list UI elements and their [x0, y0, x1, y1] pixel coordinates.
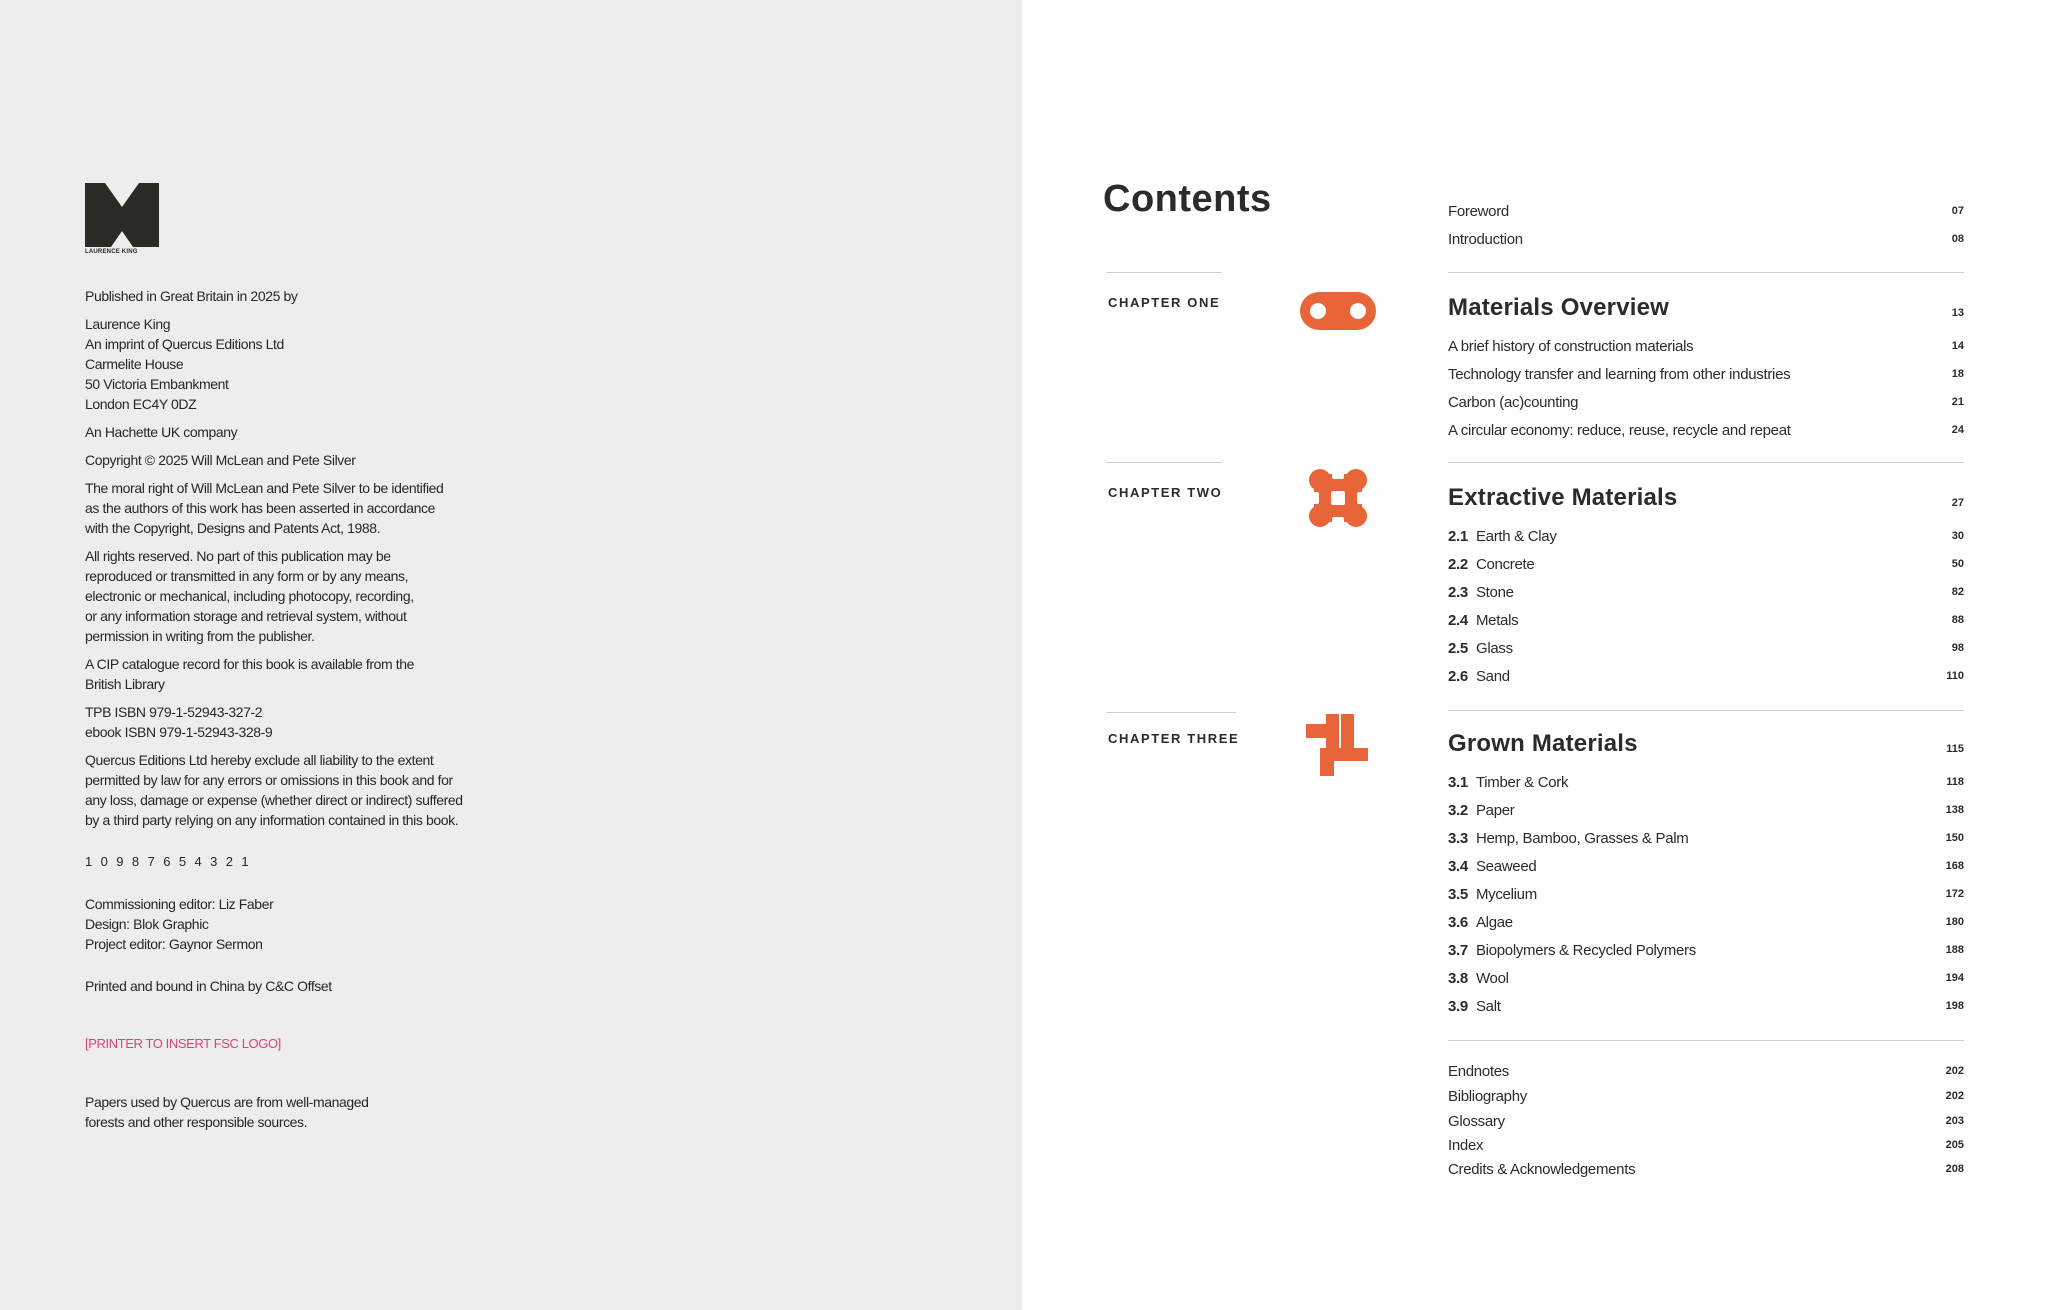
section-number: 2.4 — [1448, 611, 1468, 629]
address-line: An imprint of Quercus Editions Ltd — [85, 336, 284, 352]
section-number: 3.8 — [1448, 969, 1468, 987]
toc-page-number: 110 — [1946, 670, 1964, 682]
toc-entry-title: Metals — [1475, 611, 1519, 629]
address-line: Laurence King — [85, 316, 171, 332]
toc-entry-title: Sand — [1475, 667, 1510, 685]
moral-right-paragraph — [85, 478, 525, 538]
toc-entry-title: Paper — [1475, 801, 1515, 819]
toc-entry-title: A circular economy: reduce, reuse, recycle and repeat — [1448, 421, 1791, 439]
cip-line: British Library — [85, 676, 165, 692]
toc-entry-title: Earth & Clay — [1475, 527, 1557, 545]
toc-entry-glossary[interactable] — [1448, 1110, 1964, 1132]
toc-page-number: 88 — [1951, 614, 1964, 626]
toc-entry[interactable] — [1448, 967, 1964, 989]
rights-reserved-paragraph — [85, 546, 525, 646]
cip-line: A CIP catalogue record for this book is available from the — [85, 656, 415, 672]
moral-right-line: as the authors of this work has been asserted in accordance — [85, 500, 435, 516]
toc-entry-foreword[interactable] — [1448, 200, 1964, 222]
toc-entry-title: Foreword — [1448, 202, 1509, 220]
imprint-text — [85, 286, 525, 1132]
toc-page-number: 168 — [1945, 860, 1964, 872]
toc-entry[interactable] — [1448, 335, 1964, 357]
papers-line: forests and other responsible sources. — [85, 1114, 308, 1130]
chain-link-icon — [1298, 290, 1378, 337]
toc-page-number: 82 — [1951, 586, 1964, 598]
toc-page-number: 194 — [1945, 972, 1964, 984]
toc-entry-introduction[interactable] — [1448, 228, 1964, 250]
rights-line: reproduced or transmitted in any form or by any means, — [85, 568, 409, 584]
toc-entry-title: A brief history of construction materials — [1448, 337, 1694, 355]
address-line: London EC4Y 0DZ — [85, 396, 197, 412]
chapter-three-label: CHAPTER THREE — [1108, 731, 1240, 746]
toc-entry[interactable] — [1448, 419, 1964, 441]
chapter-one-rule-short — [1106, 272, 1222, 273]
toc-entry-title: Salt — [1475, 997, 1501, 1015]
toc-entry-title: Introduction — [1448, 230, 1523, 248]
toc-entry-title: Index — [1448, 1136, 1484, 1154]
back-matter-rule — [1448, 1040, 1964, 1041]
chapter-three-rule-short — [1106, 712, 1236, 713]
toc-page-number: 08 — [1951, 233, 1964, 245]
toc-page-number: 138 — [1945, 804, 1964, 816]
toc-entry[interactable] — [1448, 609, 1964, 631]
chapter-one-rule-long — [1448, 272, 1964, 273]
toc-page-number: 172 — [1945, 888, 1964, 900]
toc-entry-endnotes[interactable] — [1448, 1060, 1964, 1082]
rights-line: or any information storage and retrieval system, without — [85, 608, 407, 624]
credit-line: Commissioning editor: Liz Faber — [85, 896, 274, 912]
copyright-line: Copyright © 2025 Will McLean and Pete Silver — [85, 452, 356, 468]
moral-right-line: The moral right of Will McLean and Pete Silver to be identified — [85, 480, 444, 496]
toc-entry-title: Timber & Cork — [1475, 773, 1569, 791]
toc-entry-title: Bibliography — [1448, 1087, 1527, 1105]
toc-page-number: 198 — [1945, 1000, 1964, 1012]
toc-entry[interactable] — [1448, 391, 1964, 413]
interlocking-blocks-icon — [1306, 466, 1370, 535]
toc-page-number: 118 — [1946, 776, 1964, 788]
toc-page-number: 18 — [1951, 368, 1964, 380]
printed-line: Printed and bound in China by C&C Offset — [85, 978, 332, 994]
toc-entry[interactable] — [1448, 799, 1964, 821]
publisher-address — [85, 314, 525, 414]
cip-paragraph — [85, 654, 525, 694]
published-line: Published in Great Britain in 2025 by — [85, 288, 298, 304]
interlocking-timber-icon — [1306, 714, 1368, 781]
liability-line: by a third party relying on any information contained in this book. — [85, 812, 459, 828]
toc-page-number: 24 — [1951, 424, 1964, 436]
liability-line: Quercus Editions Ltd hereby exclude all liability to the extent — [85, 752, 434, 768]
isbn-line: ebook ISBN 979-1-52943-328-9 — [85, 724, 273, 740]
section-number: 2.2 — [1448, 555, 1468, 573]
toc-entry-title: Glossary — [1448, 1112, 1505, 1130]
section-number: 2.6 — [1448, 667, 1468, 685]
toc-entry-title: Stone — [1475, 583, 1514, 601]
toc-entry[interactable] — [1448, 581, 1964, 603]
toc-page-number: 202 — [1945, 1090, 1964, 1102]
toc-entry[interactable] — [1448, 827, 1964, 849]
toc-page-number: 115 — [1946, 743, 1964, 755]
contents-title: Contents — [1103, 178, 1272, 220]
papers-line: Papers used by Quercus are from well-managed — [85, 1094, 369, 1110]
section-number: 3.3 — [1448, 829, 1468, 847]
toc-page-number: 14 — [1951, 340, 1964, 352]
toc-entry[interactable] — [1448, 525, 1964, 547]
section-number: 3.9 — [1448, 997, 1468, 1015]
address-line: 50 Victoria Embankment — [85, 376, 229, 392]
toc-entry[interactable] — [1448, 883, 1964, 905]
toc-page-number: 208 — [1945, 1163, 1964, 1175]
toc-entry-title: Biopolymers & Recycled Polymers — [1475, 941, 1696, 959]
rights-line: All rights reserved. No part of this publication may be — [85, 548, 391, 564]
chapter-three-heading[interactable] — [1448, 727, 1964, 761]
section-number: 3.6 — [1448, 913, 1468, 931]
toc-page-number: 30 — [1951, 530, 1964, 542]
section-number: 2.3 — [1448, 583, 1468, 601]
rights-line: electronic or mechanical, including photocopy, recording, — [85, 588, 414, 604]
fsc-logo-placeholder: [PRINTER TO INSERT FSC LOGO] — [85, 1036, 281, 1051]
toc-entry-title: Seaweed — [1475, 857, 1537, 875]
toc-entry-title: Mycelium — [1475, 885, 1537, 903]
print-number-line: 1 0 9 8 7 6 5 4 3 2 1 — [85, 854, 252, 869]
chapter-two-heading[interactable] — [1448, 481, 1964, 515]
editorial-credits — [85, 894, 525, 954]
toc-page-number: 98 — [1951, 642, 1964, 654]
section-number: 3.4 — [1448, 857, 1468, 875]
moral-right-line: with the Copyright, Designs and Patents Act, 1988. — [85, 520, 381, 536]
address-line: Carmelite House — [85, 356, 184, 372]
toc-entry[interactable] — [1448, 771, 1964, 793]
chapter-one-label: CHAPTER ONE — [1108, 295, 1221, 310]
chapter-title: Extractive Materials — [1448, 484, 1678, 511]
credit-line: Project editor: Gaynor Sermon — [85, 936, 263, 952]
toc-page-number: 203 — [1945, 1115, 1964, 1127]
toc-page-number: 07 — [1951, 205, 1964, 217]
toc-entry[interactable] — [1448, 637, 1964, 659]
section-number: 2.5 — [1448, 639, 1468, 657]
publisher-logo — [85, 183, 159, 255]
toc-page-number: 21 — [1951, 396, 1964, 408]
toc-entry-title: Concrete — [1475, 555, 1535, 573]
rights-line: permission in writing from the publisher. — [85, 628, 315, 644]
toc-entry[interactable] — [1448, 855, 1964, 877]
toc-page-number: 13 — [1951, 307, 1964, 319]
toc-entry-title: Technology transfer and learning from other industries — [1448, 365, 1791, 383]
toc-entry[interactable] — [1448, 995, 1964, 1017]
section-number: 3.5 — [1448, 885, 1468, 903]
toc-page-number: 180 — [1945, 916, 1964, 928]
toc-entry[interactable] — [1448, 665, 1964, 687]
toc-entry-title: Wool — [1475, 969, 1509, 987]
toc-entry-title: Credits & Acknowledgements — [1448, 1160, 1636, 1178]
chapter-one-heading[interactable] — [1448, 291, 1964, 325]
toc-page-number: 202 — [1945, 1065, 1964, 1077]
isbn-line: TPB ISBN 979-1-52943-327-2 — [85, 704, 263, 720]
papers-note — [85, 1092, 525, 1132]
section-number: 3.7 — [1448, 941, 1468, 959]
logo-text: LAURENCE KING — [85, 249, 138, 255]
chapter-title: Materials Overview — [1448, 294, 1670, 321]
isbn-block — [85, 702, 525, 742]
liability-paragraph — [85, 750, 525, 830]
liability-line: permitted by law for any errors or omissions in this book and for — [85, 772, 453, 788]
toc-entry[interactable] — [1448, 363, 1964, 385]
toc-entry-bibliography[interactable] — [1448, 1085, 1964, 1107]
toc-entry-title: Carbon (ac)counting — [1448, 393, 1579, 411]
laurence-king-k-icon — [85, 183, 159, 247]
toc-entry-title: Endnotes — [1448, 1062, 1509, 1080]
toc-page-number: 205 — [1945, 1139, 1964, 1151]
toc-entry-title: Hemp, Bamboo, Grasses & Palm — [1475, 829, 1689, 847]
toc-entry-title: Glass — [1475, 639, 1513, 657]
toc-entry[interactable] — [1448, 553, 1964, 575]
section-number: 2.1 — [1448, 527, 1468, 545]
chapter-three-rule-long — [1448, 710, 1964, 711]
toc-page-number: 150 — [1945, 832, 1964, 844]
toc-page-number: 27 — [1951, 497, 1964, 509]
section-number: 3.2 — [1448, 801, 1468, 819]
imprint-page — [0, 0, 1022, 1310]
toc-entry-index[interactable] — [1448, 1134, 1964, 1156]
section-number: 3.1 — [1448, 773, 1468, 791]
toc-page-number: 188 — [1945, 944, 1964, 956]
toc-entry[interactable] — [1448, 939, 1964, 961]
credit-line: Design: Blok Graphic — [85, 916, 209, 932]
company-line: An Hachette UK company — [85, 424, 238, 440]
chapter-two-rule-long — [1448, 462, 1964, 463]
chapter-title: Grown Materials — [1448, 730, 1638, 757]
toc-entry-title: Algae — [1475, 913, 1513, 931]
liability-line: any loss, damage or expense (whether direct or indirect) suffered — [85, 792, 463, 808]
toc-entry-credits[interactable] — [1448, 1158, 1964, 1180]
toc-entry[interactable] — [1448, 911, 1964, 933]
chapter-two-label: CHAPTER TWO — [1108, 485, 1223, 500]
toc-page-number: 50 — [1951, 558, 1964, 570]
chapter-two-rule-short — [1106, 462, 1222, 463]
